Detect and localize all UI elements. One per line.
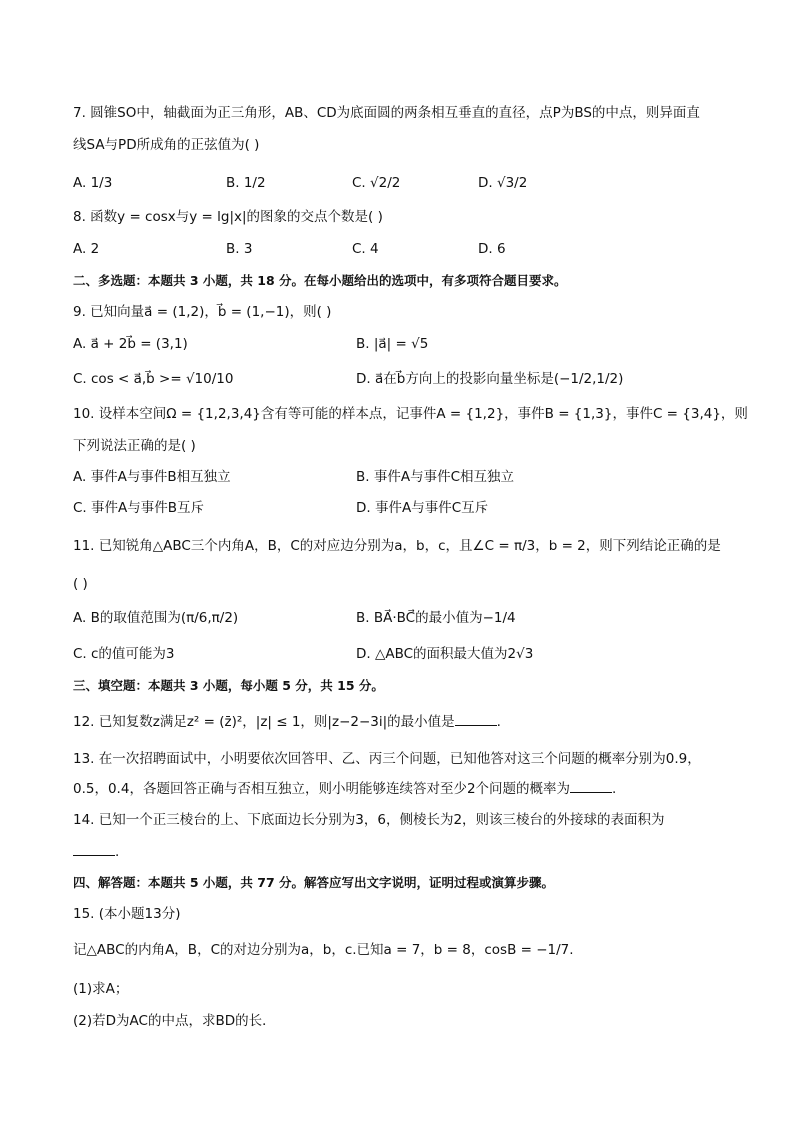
q7-option-d: D. √3/2 xyxy=(478,175,528,191)
q7-option-c: C. √2/2 xyxy=(352,175,401,191)
q7-option-b: B. 1/2 xyxy=(226,175,266,191)
q9-option-c: C. cos < a⃗,b⃗ >= √10/10 xyxy=(73,371,234,387)
q13-line2 xyxy=(73,780,616,798)
q14-stem-line1: 14. 已知一个正三棱台的上、下底面边长分别为3，6，侧棱长为2，则该三棱台的外接球的表面积为 xyxy=(73,812,665,828)
q14-tail: . xyxy=(115,844,120,860)
q11-option-c: C. c的值可能为3 xyxy=(73,646,175,662)
q15-stem: 记△ABC的内角A，B，C的对边分别为a，b，c.已知a = 7，b = 8，cosB = −1/7. xyxy=(73,942,574,958)
q7-stem-line1: 7. 圆锥SO中，轴截面为正三角形，AB、CD为底面圆的两条相互垂直的直径，点P为BS的中点，则异面直 xyxy=(73,105,700,121)
q12-tail: . xyxy=(496,714,501,730)
q7-stem-line2: 线SA与PD所成角的正弦值为( ) xyxy=(73,137,260,153)
q8-option-d: D. 6 xyxy=(478,241,506,257)
q10-option-c: C. 事件A与事件B互斥 xyxy=(73,500,205,516)
q7-option-a: A. 1/3 xyxy=(73,175,113,191)
q14-answer-blank[interactable] xyxy=(73,843,115,856)
q8-stem: 8. 函数y = cosx与y = lg|x|的图象的交点个数是( ) xyxy=(73,209,383,225)
q11-stem-line2: ( ) xyxy=(73,576,88,592)
q12-stem: 12. 已知复数z满足z² = (z̄)²，|z| ≤ 1，则|z−2−3i|的最小值是 xyxy=(73,714,455,730)
q10-stem-line1: 10. 设样本空间Ω = {1,2,3,4}含有等可能的样本点，记事件A = {1,2}，事件B = {1,3}，事件C = {3,4}，则 xyxy=(73,406,748,422)
q9-stem: 9. 已知向量a⃗ = (1,2)，b⃗ = (1,−1)，则( ) xyxy=(73,304,332,320)
q12-line xyxy=(73,713,501,731)
section-4-heading: 四、解答题：本题共 5 小题，共 77 分。解答应写出文字说明，证明过程或演算步骤。 xyxy=(73,875,555,890)
q11-stem-line1: 11. 已知锐角△ABC三个内角A，B，C的对应边分别为a，b，c，且∠C = π/3，b = 2，则下列结论正确的是 xyxy=(73,538,721,554)
section-2-heading: 二、多选题：本题共 3 小题，共 18 分。在每小题给出的选项中，有多项符合题目要求。 xyxy=(73,273,567,288)
q15-part1: (1)求A； xyxy=(73,981,129,997)
q9-option-a: A. a⃗ + 2b⃗ = (3,1) xyxy=(73,336,188,352)
q10-option-b: B. 事件A与事件C相互独立 xyxy=(356,469,515,485)
q15-part2: (2)若D为AC的中点，求BD的长． xyxy=(73,1013,276,1029)
q13-answer-blank[interactable] xyxy=(570,780,612,793)
q11-option-a: A. B的取值范围为(π/6,π/2) xyxy=(73,610,239,626)
q9-option-d: D. a⃗在b⃗方向上的投影向量坐标是(−1/2,1/2) xyxy=(356,371,624,387)
q10-option-d: D. 事件A与事件C互斥 xyxy=(356,500,489,516)
q15-header: 15. (本小题13分) xyxy=(73,906,181,922)
q8-option-b: B. 3 xyxy=(226,241,253,257)
section-3-heading: 三、填空题：本题共 3 小题，每小题 5 分，共 15 分。 xyxy=(73,678,384,693)
q13-stem-line2: 0.5，0.4，各题回答正确与否相互独立，则小明能够连续答对至少2个问题的概率为 xyxy=(73,781,571,797)
q14-line2 xyxy=(73,843,119,861)
q13-stem-line1: 13. 在一次招聘面试中，小明要依次回答甲、乙、丙三个问题，已知他答对这三个问题的概率分别为0.9， xyxy=(73,751,701,767)
q13-tail: . xyxy=(612,781,617,797)
q11-option-b: B. BA⃗·BC⃗的最小值为−1/4 xyxy=(356,610,516,626)
q10-option-a: A. 事件A与事件B相互独立 xyxy=(73,469,231,485)
q12-answer-blank[interactable] xyxy=(455,713,497,726)
q8-option-c: C. 4 xyxy=(352,241,379,257)
q10-stem-line2: 下列说法正确的是( ) xyxy=(73,438,196,454)
q11-option-d: D. △ABC的面积最大值为2√3 xyxy=(356,646,534,662)
q9-option-b: B. |a⃗| = √5 xyxy=(356,336,429,352)
q8-option-a: A. 2 xyxy=(73,241,100,257)
